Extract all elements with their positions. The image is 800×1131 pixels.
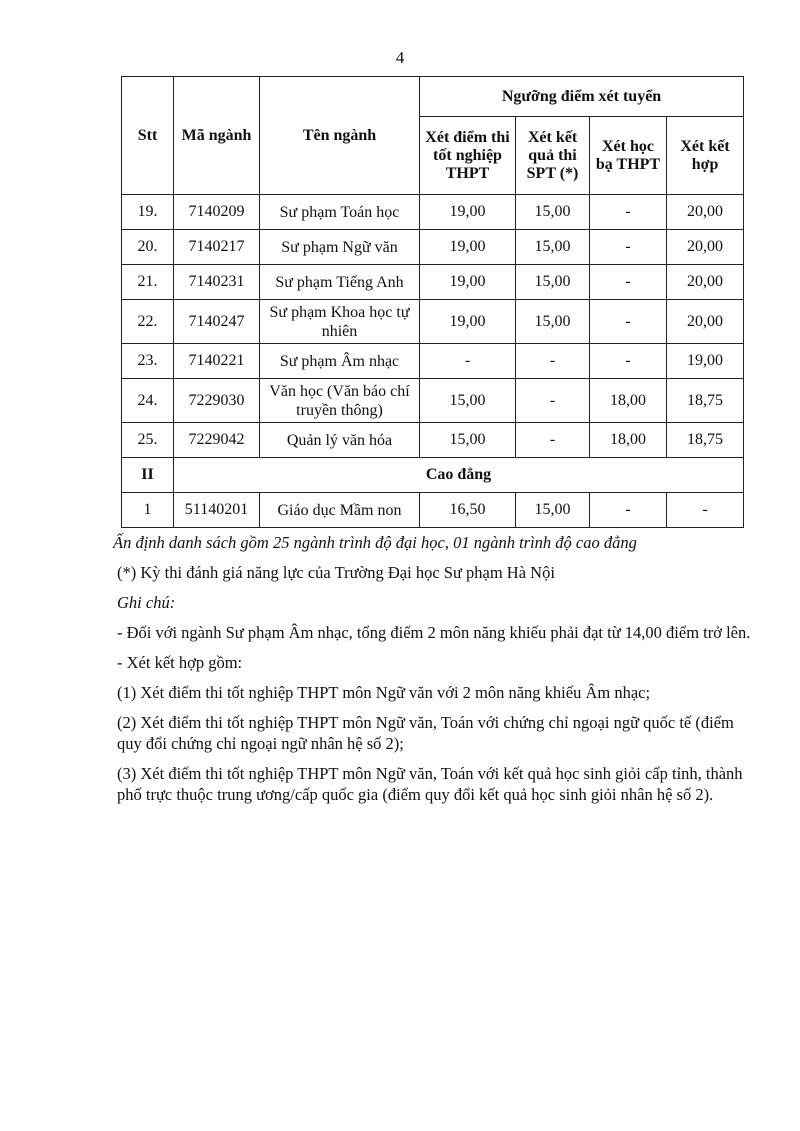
cell-spt: - bbox=[516, 344, 590, 379]
cell-name: Quản lý văn hóa bbox=[260, 423, 420, 458]
notes-section bbox=[113, 532, 757, 805]
cell-stt: 21. bbox=[122, 265, 174, 300]
notes-heading: Ghi chú: bbox=[117, 593, 176, 612]
cell-stt: 22. bbox=[122, 300, 174, 344]
cell-thpt: 19,00 bbox=[420, 265, 516, 300]
note-line: - Xét kết hợp gồm: bbox=[117, 653, 243, 672]
cell-kethop: 20,00 bbox=[667, 195, 744, 230]
cell-code: 7229030 bbox=[174, 379, 260, 423]
cell-name: Sư phạm Ngữ văn bbox=[260, 230, 420, 265]
page-number: 4 bbox=[395, 48, 405, 67]
cell-thpt: 19,00 bbox=[420, 195, 516, 230]
header-spt: Xét kết quả thi SPT (*) bbox=[516, 117, 590, 195]
cell-hocba: - bbox=[590, 230, 667, 265]
cell-name: Sư phạm Tiếng Anh bbox=[260, 265, 420, 300]
cell-stt: 24. bbox=[122, 379, 174, 423]
table-row bbox=[122, 195, 744, 230]
cell-hocba: 18,00 bbox=[590, 423, 667, 458]
cell-spt: 15,00 bbox=[516, 230, 590, 265]
summary-note: Ấn định danh sách gồm 25 ngành trình độ đại học, 01 ngành trình độ cao đẳng bbox=[113, 533, 637, 552]
cell-code: 7140231 bbox=[174, 265, 260, 300]
cell-stt: 23. bbox=[122, 344, 174, 379]
cell-hocba: 18,00 bbox=[590, 379, 667, 423]
header-kethop: Xét kết hợp bbox=[667, 117, 744, 195]
header-name: Tên ngành bbox=[260, 77, 420, 195]
cell-spt: 15,00 bbox=[516, 195, 590, 230]
admission-score-table bbox=[121, 76, 744, 528]
note-line: (3) Xét điểm thi tốt nghiệp THPT môn Ngữ văn, Toán với kết quả học sinh giỏi cấp tỉnh, thành phố trực thuộc trung ương/cấp quốc gia (điểm quy đổi kết quả học sinh giỏi nhân hệ số 2). bbox=[117, 764, 743, 804]
cell-name: Sư phạm Khoa học tự nhiên bbox=[260, 300, 420, 344]
cell-code: 7140209 bbox=[174, 195, 260, 230]
cell-code: 51140201 bbox=[174, 493, 260, 528]
table-row bbox=[122, 300, 744, 344]
cell-thpt: 15,00 bbox=[420, 423, 516, 458]
cell-code: 7140247 bbox=[174, 300, 260, 344]
table-row bbox=[122, 230, 744, 265]
cell-kethop: 20,00 bbox=[667, 230, 744, 265]
cell-stt: 20. bbox=[122, 230, 174, 265]
cell-spt: 15,00 bbox=[516, 493, 590, 528]
cell-thpt: 16,50 bbox=[420, 493, 516, 528]
cell-name: Sư phạm Toán học bbox=[260, 195, 420, 230]
header-stt: Stt bbox=[122, 77, 174, 195]
note-line: (2) Xét điểm thi tốt nghiệp THPT môn Ngữ văn, Toán với chứng chỉ ngoại ngữ quốc tế (điểm quy đổi chứng chỉ ngoại ngữ nhân hệ số 2); bbox=[117, 713, 734, 753]
cell-spt: 15,00 bbox=[516, 300, 590, 344]
section-stt: II bbox=[122, 458, 174, 493]
header-thpt: Xét điểm thi tốt nghiệp THPT bbox=[420, 117, 516, 195]
cell-code: 7140217 bbox=[174, 230, 260, 265]
cell-hocba: - bbox=[590, 493, 667, 528]
cell-name: Sư phạm Âm nhạc bbox=[260, 344, 420, 379]
cell-hocba: - bbox=[590, 344, 667, 379]
cell-name: Giáo dục Mầm non bbox=[260, 493, 420, 528]
cell-kethop: 20,00 bbox=[667, 300, 744, 344]
cell-kethop: 20,00 bbox=[667, 265, 744, 300]
cell-thpt: 19,00 bbox=[420, 300, 516, 344]
cell-name: Văn học (Văn báo chí truyền thông) bbox=[260, 379, 420, 423]
cell-hocba: - bbox=[590, 300, 667, 344]
header-threshold-group: Ngưỡng điểm xét tuyển bbox=[420, 77, 744, 117]
cell-hocba: - bbox=[590, 195, 667, 230]
cell-stt: 25. bbox=[122, 423, 174, 458]
cell-thpt: - bbox=[420, 344, 516, 379]
footnote: (*) Kỳ thi đánh giá năng lực của Trường Đại học Sư phạm Hà Nội bbox=[117, 563, 555, 582]
cell-stt: 19. bbox=[122, 195, 174, 230]
cell-kethop: 19,00 bbox=[667, 344, 744, 379]
header-code: Mã ngành bbox=[174, 77, 260, 195]
cell-kethop: - bbox=[667, 493, 744, 528]
note-line: - Đối với ngành Sư phạm Âm nhạc, tổng điểm 2 môn năng khiếu phải đạt từ 14,00 điểm trở lên. bbox=[117, 623, 751, 642]
cell-kethop: 18,75 bbox=[667, 379, 744, 423]
section-label: Cao đẳng bbox=[174, 458, 744, 493]
table-row bbox=[122, 344, 744, 379]
table-row bbox=[122, 379, 744, 423]
table-row bbox=[122, 265, 744, 300]
cell-kethop: 18,75 bbox=[667, 423, 744, 458]
cell-spt: - bbox=[516, 379, 590, 423]
cell-spt: 15,00 bbox=[516, 265, 590, 300]
cell-hocba: - bbox=[590, 265, 667, 300]
cell-spt: - bbox=[516, 423, 590, 458]
header-hocba: Xét học bạ THPT bbox=[590, 117, 667, 195]
cell-code: 7140221 bbox=[174, 344, 260, 379]
cell-code: 7229042 bbox=[174, 423, 260, 458]
table-row bbox=[122, 423, 744, 458]
cell-thpt: 15,00 bbox=[420, 379, 516, 423]
note-line: (1) Xét điểm thi tốt nghiệp THPT môn Ngữ văn với 2 môn năng khiếu Âm nhạc; bbox=[117, 683, 651, 702]
cell-thpt: 19,00 bbox=[420, 230, 516, 265]
table-row bbox=[122, 493, 744, 528]
section-row bbox=[122, 458, 744, 493]
cell-stt: 1 bbox=[122, 493, 174, 528]
